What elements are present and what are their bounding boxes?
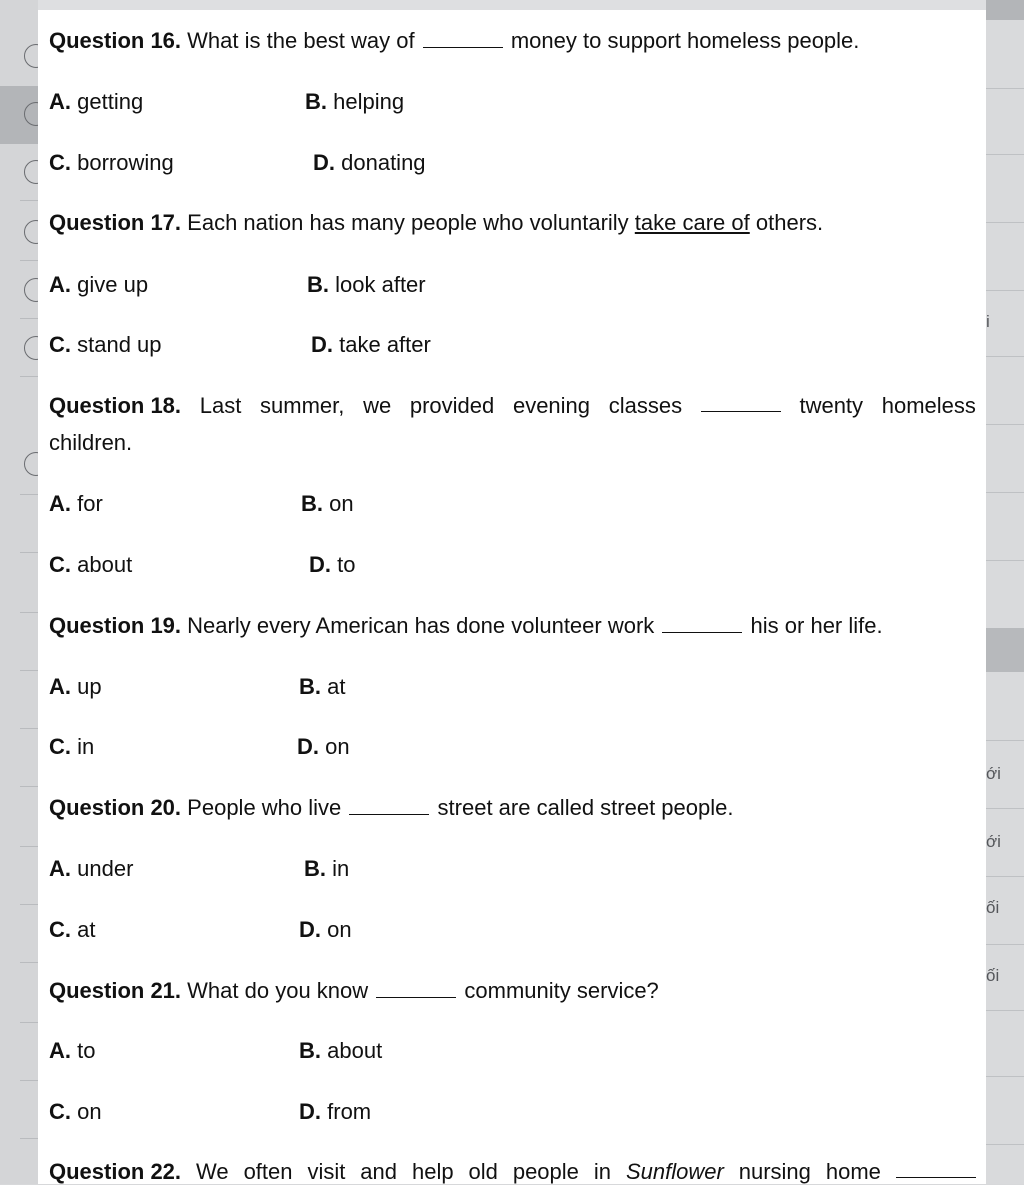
option-d[interactable]: D. donating (313, 150, 426, 175)
question-text: his or her life. (750, 613, 883, 638)
bg-text: i (986, 312, 990, 331)
question-label: Question 21. (49, 978, 182, 1003)
option-b[interactable]: B. look after (307, 272, 426, 297)
option-b[interactable]: B. on (301, 491, 354, 516)
option-d[interactable]: D. on (297, 734, 350, 759)
answer-blank (376, 979, 456, 998)
question-19 (49, 613, 883, 639)
option-a[interactable]: A. give up (49, 272, 149, 297)
answer-blank (701, 393, 781, 412)
option-c[interactable]: C. at (49, 917, 96, 942)
option-c[interactable]: C. borrowing (49, 150, 174, 175)
option-b[interactable]: B. helping (305, 89, 405, 114)
option-a[interactable]: A. under (49, 856, 134, 881)
option-c[interactable]: C. about (49, 552, 133, 577)
option-d[interactable]: D. to (309, 552, 356, 577)
question-20 (49, 795, 733, 821)
question-text: children. (49, 430, 133, 455)
question-text: Each nation has many people who voluntarily (187, 210, 629, 235)
option-d[interactable]: D. from (299, 1099, 372, 1124)
background-highlight (986, 0, 1024, 20)
underlined-phrase: take care of (634, 210, 750, 235)
option-c[interactable]: C. on (49, 1099, 102, 1124)
question-label: Question 17. (49, 210, 182, 235)
question-16 (49, 28, 859, 54)
bg-text: ới (986, 832, 1001, 851)
question-17 (49, 210, 823, 236)
question-text: street are called street people. (437, 795, 734, 820)
background-right-panel (986, 0, 1024, 1184)
document-sheet[interactable] (38, 10, 986, 1184)
option-b[interactable]: B. in (304, 856, 350, 881)
background-left-panel (0, 0, 38, 1184)
option-a[interactable]: A. getting (49, 89, 144, 114)
answer-blank (896, 1159, 976, 1178)
option-a[interactable]: A. up (49, 674, 102, 699)
option-d[interactable]: D. take after (311, 332, 431, 357)
italic-name: Sunflower (625, 1159, 724, 1184)
option-a[interactable]: A. to (49, 1038, 96, 1063)
option-b[interactable]: B. about (299, 1038, 383, 1063)
question-22: Question 22. We often visit and help old people in Sunflower nursing home (49, 1159, 976, 1185)
question-label: Question 16. (49, 28, 182, 53)
bg-text: ối (986, 898, 1000, 917)
question-text: People who live (187, 795, 342, 820)
question-label: Question 22. (49, 1159, 182, 1184)
question-21 (49, 978, 659, 1004)
question-text: others. (755, 210, 824, 235)
question-text: Nearly every American has done volunteer work (187, 613, 655, 638)
bg-text: ới (986, 764, 1001, 783)
question-label: Question 20. (49, 795, 182, 820)
option-c[interactable]: C. in (49, 734, 95, 759)
question-text: money to support homeless people. (510, 28, 860, 53)
question-18: Question 18. Last summer, we provided evening classes twenty homeless children. (49, 393, 976, 455)
question-text: community service? (464, 978, 659, 1003)
option-d[interactable]: D. on (299, 917, 352, 942)
question-label: Question 19. (49, 613, 182, 638)
option-b[interactable]: B. at (299, 674, 346, 699)
question-text: What do you know (187, 978, 369, 1003)
option-c[interactable]: C. stand up (49, 332, 162, 357)
background-highlight (986, 628, 1024, 672)
bg-text: ối (986, 966, 1000, 985)
answer-blank (662, 614, 742, 633)
question-label: Question 18. (49, 393, 182, 418)
option-a[interactable]: A. for (49, 491, 103, 516)
answer-blank (349, 796, 429, 815)
question-text: What is the best way of (187, 28, 415, 53)
answer-blank (423, 29, 503, 48)
